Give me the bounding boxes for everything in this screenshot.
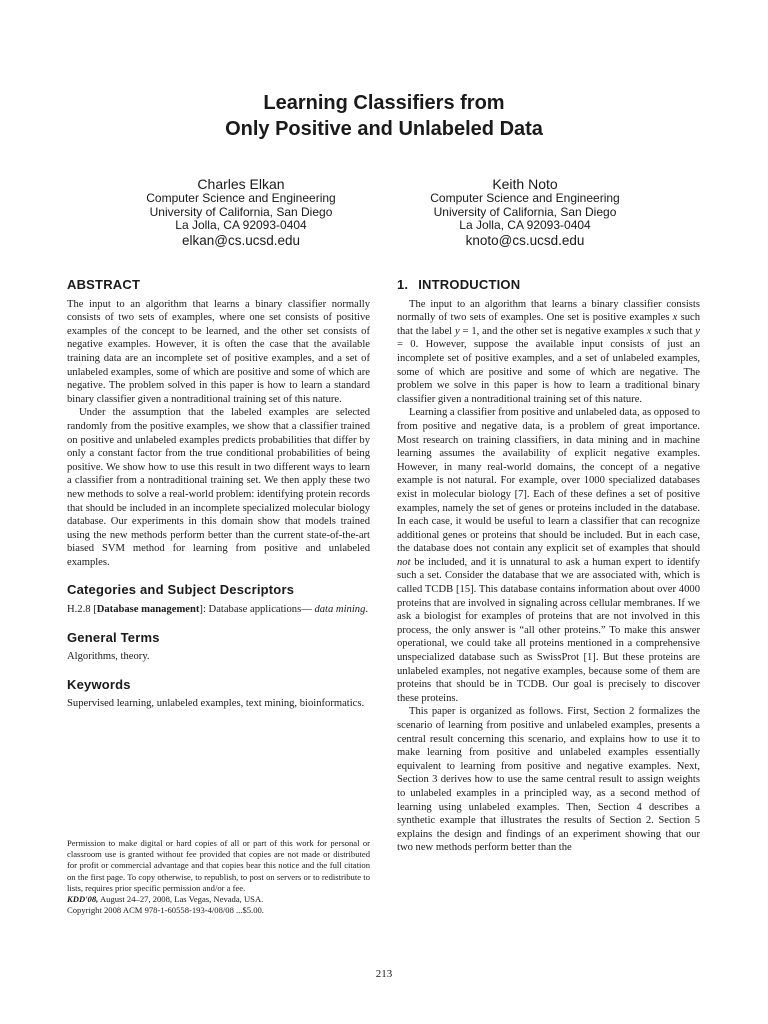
author-name: Charles Elkan bbox=[197, 176, 285, 192]
author-address: La Jolla, CA 92093-0404 bbox=[459, 218, 591, 232]
general-terms-text: Algorithms, theory. bbox=[67, 651, 150, 663]
copyright-line: Copyright 2008 ACM 978-1-60558-193-4/08/08 ...$5.00. bbox=[67, 905, 264, 916]
permission-notice bbox=[67, 838, 370, 916]
intro-paragraph-3: This paper is organized as follows. First, Section 2 formalizes the scenario of learning from positive and unlabeled examples, presents a central result concerning this scenario, and explains how to use it to make learning from positive and unlabeled examples essentially equivalent to learning from positive and negative examples. Next, Section 3 derives how to use the same central result to assign weights to unlabeled examples in a principled way, as a second method of learning using unlabeled examples. Then, Section 4 describes a synthetic example that illustrates the results of Section 2. Section 5 explains the design and findings of an experiment showing that our two new methods perform better than the bbox=[397, 706, 700, 854]
abstract-paragraph-2: Under the assumption that the labeled examples are selected randomly from the positive examples, we show that a classifier trained on positive and unlabeled examples predicts probabilities that differ by only a constant factor from the true conditional probabilities of being positive. We show how to use this result in two different ways to learn a classifier from a nontraditional training set. We then apply these two new methods to solve a real-world problem: identifying protein records that should be included in an incomplete specialized molecular biology database. Our experiments in this domain show that models trained using the new methods perform better than the current state-of-the-art biased SVM method for learning from positive and unlabeled examples. bbox=[67, 407, 370, 568]
categories-section bbox=[67, 583, 370, 616]
categories-heading: Categories and Subject Descriptors bbox=[67, 582, 295, 598]
author-block-2 bbox=[375, 177, 675, 248]
abstract-heading: ABSTRACT bbox=[67, 277, 141, 292]
keywords-section bbox=[67, 678, 370, 711]
keywords-text: Supervised learning, unlabeled examples, text mining, bioinformatics. bbox=[67, 698, 365, 710]
introduction-heading: 1. INTRODUCTION bbox=[397, 277, 521, 292]
permission-text: Permission to make digital or hard copies of all or part of this work for personal or classroom use is granted without fee provided that copies are not made or distributed for profit or commercial advantage and that copies bear this notice and the full citation on the first page. To copy otherwise, to republish, to post on servers or to redistribute to lists, requires prior specific permission and/or a fee. bbox=[67, 838, 370, 893]
author-university: University of California, San Diego bbox=[433, 204, 617, 219]
author-email: elkan@cs.ucsd.edu bbox=[181, 232, 301, 248]
page-number: 213 bbox=[375, 968, 393, 980]
general-terms-section bbox=[67, 631, 370, 664]
author-block-1 bbox=[91, 177, 391, 248]
author-dept: Computer Science and Engineering bbox=[430, 191, 620, 205]
venue-line: KDD'08, August 24–27, 2008, Las Vegas, Nevada, USA. bbox=[67, 894, 264, 905]
categories-text: H.2.8 [Database management]: Database applications— data mining. bbox=[67, 604, 369, 616]
author-dept: Computer Science and Engineering bbox=[146, 191, 336, 205]
author-address: La Jolla, CA 92093-0404 bbox=[175, 218, 307, 232]
author-email: knoto@cs.ucsd.edu bbox=[465, 232, 585, 248]
abstract-paragraph-1: The input to an algorithm that learns a binary classifier normally consists of two sets of examples, where one set consists of positive examples of the concept to be learned, and the other set consists of negative examples. However, it is often the case that the available training data are an incomplete set of positive examples, and a set of unlabeled examples, some of which are positive and some of which are negative. The problem solved in this paper is how to learn a standard binary classifier given a nontraditional training set of this nature. bbox=[67, 298, 370, 405]
paper-title bbox=[0, 90, 768, 142]
title-line-1: Learning Classifiers from bbox=[263, 92, 505, 114]
title-line-2: Only Positive and Unlabeled Data bbox=[225, 118, 543, 140]
author-name: Keith Noto bbox=[492, 176, 558, 192]
intro-paragraph-2: Learning a classifier from positive and unlabeled data, as opposed to from positive and negative data, is a problem of great importance. Most research on training classifiers, in data mining and in machine learning assumes the availability of explicit negative examples. However, in many real-world domains, the concept of a negative example is not natural. For example, over 1000 specialized databases exist in molecular biology [7]. Each of these defines a set of positive examples, namely the set of genes or proteins included in the database. In each case, it would be useful to learn a classifier that can recognize additional genes or proteins that should be included. But in each case, the database does not contain any explicit set of examples that should not be included, and it is unnatural to ask a human expert to identify such a set. Consider the database that we are associated with, which is called TCDB [15]. This database contains information about over 4000 proteins that are involved in signaling across cellular membranes. If we ask a biologist for examples of proteins that are not involved in this process, the only answer is “all other proteins.” To make this answer operational, we could take all proteins mentioned in a comprehensive unspecialized database such as SwissProt [1]. But these proteins are unlabeled examples, not negative examples, because some of them are proteins that should be in TCDB. Our goal is precisely to discover these proteins. bbox=[397, 407, 700, 704]
keywords-heading: Keywords bbox=[67, 676, 131, 692]
left-column bbox=[67, 278, 370, 711]
general-terms-heading: General Terms bbox=[67, 629, 160, 645]
intro-paragraph-1: The input to an algorithm that learns a binary classifier consists normally of two sets of examples. One set is positive examples x such that the label y = 1, and the other set is negative examples x such that y = 0. However, suppose the available input consists of just an incomplete set of positive examples, and a set of unlabeled examples, some of which are positive and some of which are negative. The problem we solve in this paper is how to learn a traditional binary classifier given a nontraditional training set of this nature. bbox=[397, 298, 701, 405]
author-university: University of California, San Diego bbox=[149, 204, 333, 219]
right-column bbox=[397, 278, 700, 855]
